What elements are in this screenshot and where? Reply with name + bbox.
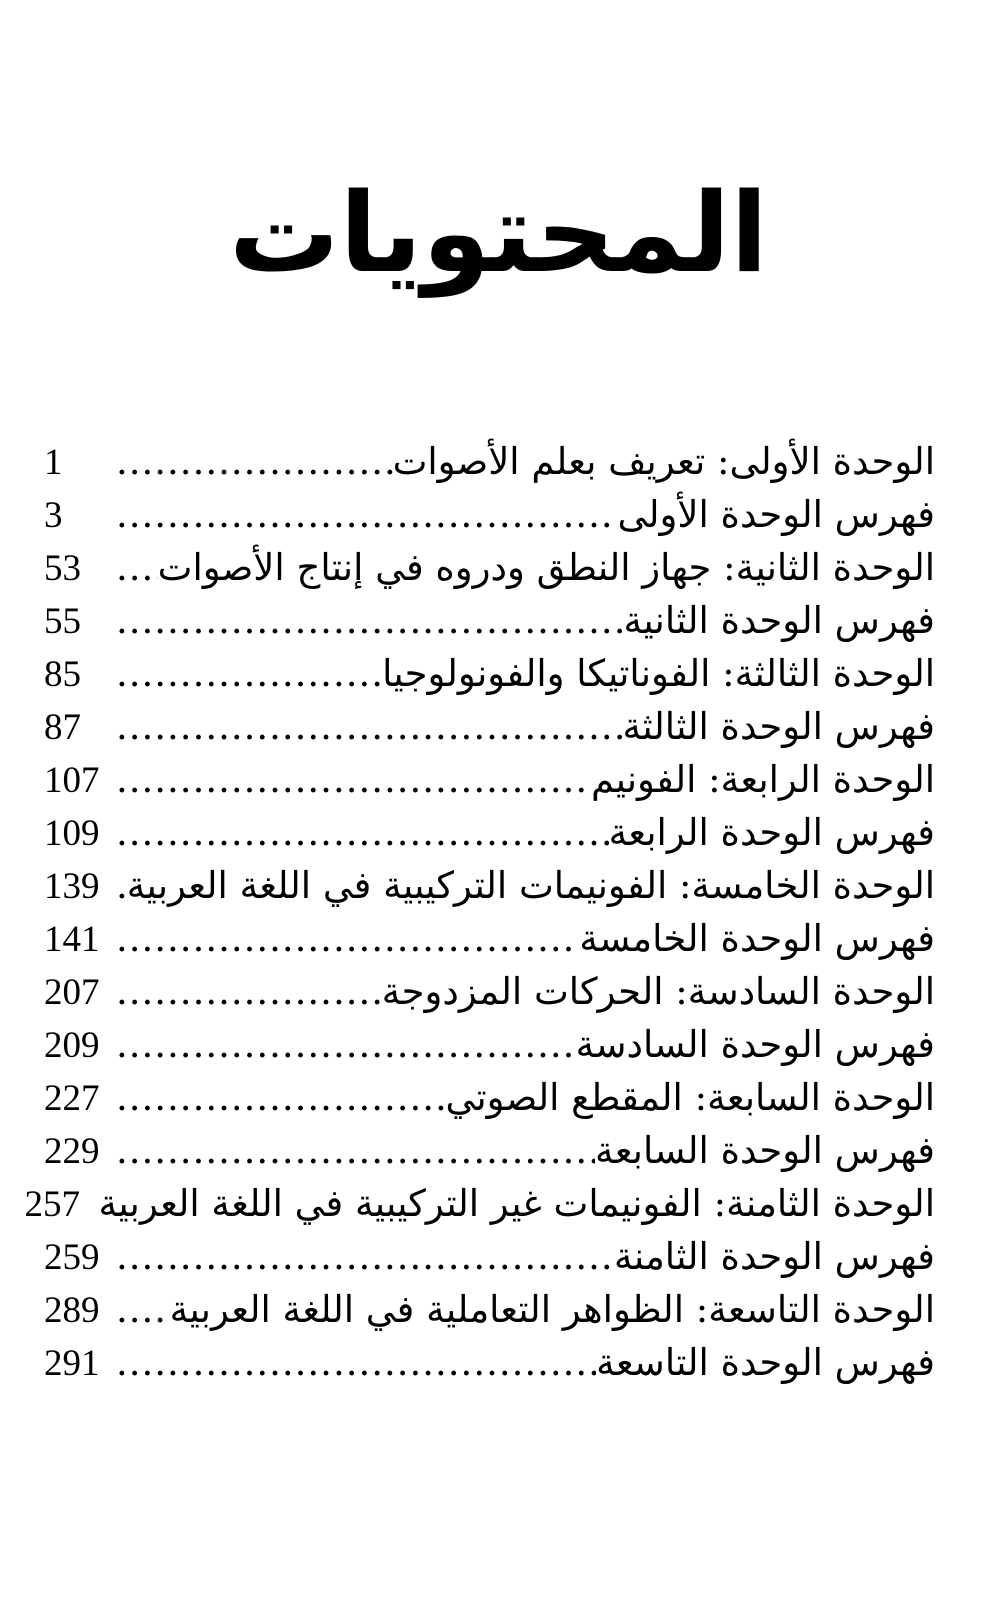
toc-entry [44, 1071, 935, 1124]
toc-entry-label: فهرس الوحدة الخامسة [579, 917, 935, 960]
toc-entry-label: فهرس الوحدة الثالثة [622, 705, 935, 748]
toc-entry [44, 1018, 935, 1071]
toc-entry-label: الوحدة الأولى: تعريف بعلم الأصوات [392, 440, 935, 483]
toc-entry-label: الوحدة الثانية: جهاز النطق ودروه في إنتاج الأصوات [157, 546, 935, 589]
toc-entry-page-number: 291 [44, 1343, 100, 1384]
toc-entry [44, 965, 935, 1018]
toc-entry [44, 1283, 935, 1336]
toc-entry [44, 488, 935, 541]
toc-leader-dots [114, 700, 623, 753]
toc-entry-label: الوحدة الثالثة: الفوناتيكا والفونولوجيا [382, 652, 935, 695]
toc-entry-label: الوحدة الرابعة: الفونيم [590, 758, 935, 801]
toc-entry [44, 700, 935, 753]
toc-leader-dots [114, 541, 158, 594]
toc-entry-label: فهرس الوحدة التاسعة [596, 1341, 935, 1384]
toc-leader-dots [114, 488, 617, 541]
toc-entry-label: الوحدة الثامنة: الفونيمات غير التركيبية في اللغة العربية [98, 1182, 935, 1225]
toc-leader-dots [114, 594, 624, 647]
toc-entry-page-number: 53 [44, 548, 81, 589]
toc-entry [44, 647, 935, 700]
toc-leader-dots [114, 965, 382, 1018]
toc-entry-label: الوحدة التاسعة: الظواهر التعاملية في اللغة العربية [169, 1288, 935, 1331]
page-title: المحتويات [228, 169, 769, 297]
toc-entry-label: فهرس الوحدة السادسة [575, 1023, 935, 1066]
toc-entry-page-number: 141 [44, 919, 100, 960]
toc-entry-label: فهرس الوحدة الأولى [617, 493, 935, 536]
toc-entry-page-number: 207 [44, 972, 100, 1013]
toc-entry [44, 806, 935, 859]
toc-entry-page-number: 289 [44, 1290, 100, 1331]
toc-leader-dots [114, 859, 127, 912]
toc-leader-dots [114, 1018, 576, 1071]
toc-leader-dots [114, 435, 393, 488]
toc-entry-page-number: 107 [44, 760, 100, 801]
toc-leader-dots [114, 753, 591, 806]
toc-entry-page-number: 1 [44, 442, 63, 483]
toc-entry-page-number: 227 [44, 1078, 100, 1119]
toc-leader-dots [114, 1071, 445, 1124]
toc-entry-page-number: 259 [44, 1237, 100, 1278]
table-of-contents [24, 435, 935, 1389]
toc-entry-label: الوحدة الخامسة: الفونيمات التركيبية في اللغة العربية [126, 864, 935, 907]
toc-entry-label: الوحدة السادسة: الحركات المزدوجة [381, 970, 935, 1013]
toc-leader-dots [114, 1230, 614, 1283]
toc-entry [44, 859, 935, 912]
toc-entry [24, 1177, 935, 1230]
toc-entry-page-number: 229 [44, 1131, 100, 1172]
toc-entry [44, 912, 935, 965]
toc-entry-label: فهرس الوحدة الثانية [623, 599, 935, 642]
toc-leader-dots [114, 1336, 596, 1389]
toc-entry [44, 1230, 935, 1283]
toc-leader-dots [114, 647, 382, 700]
toc-entry [44, 435, 935, 488]
toc-entry-page-number: 55 [44, 601, 81, 642]
toc-entry-page-number: 209 [44, 1025, 100, 1066]
toc-entry-page-number: 3 [44, 495, 63, 536]
toc-leader-dots [114, 1124, 595, 1177]
toc-entry [44, 753, 935, 806]
toc-entry-page-number: 87 [44, 707, 81, 748]
toc-entry-page-number: 139 [44, 866, 100, 907]
toc-entry-page-number: 257 [24, 1184, 81, 1225]
toc-entry [44, 541, 935, 594]
toc-leader-dots [114, 1283, 170, 1336]
toc-entry-label: فهرس الوحدة الرابعة [608, 811, 935, 854]
toc-leader-dots [114, 806, 609, 859]
toc-entry-label: الوحدة السابعة: المقطع الصوتي [445, 1076, 935, 1119]
toc-entry [44, 1336, 935, 1389]
toc-entry-page-number: 85 [44, 654, 81, 695]
toc-entry-label: فهرس الوحدة الثامنة [613, 1235, 935, 1278]
toc-entry [44, 594, 935, 647]
toc-entry-label: فهرس الوحدة السابعة [594, 1129, 935, 1172]
toc-leader-dots [114, 912, 579, 965]
toc-entry [44, 1124, 935, 1177]
toc-entry-page-number: 109 [44, 813, 100, 854]
